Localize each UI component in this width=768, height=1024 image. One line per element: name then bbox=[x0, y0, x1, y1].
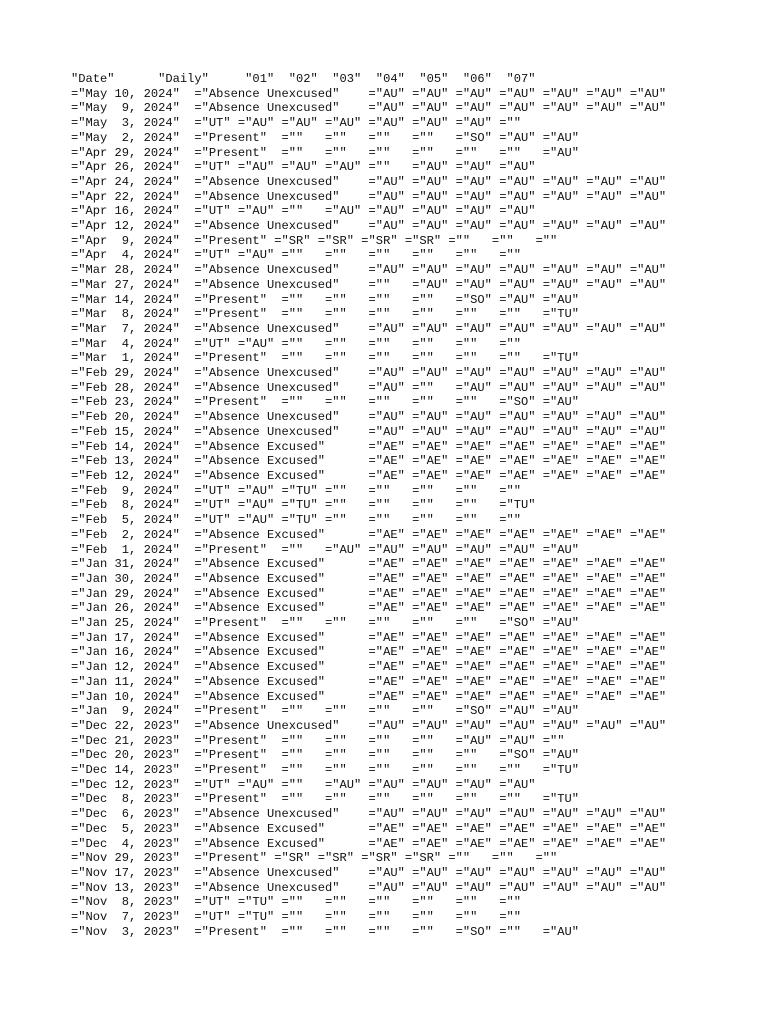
record-row: ="Feb 23, 2024" ="Present" ="" ="" ="" ="" ="" ="SO" ="AU" bbox=[71, 395, 580, 410]
record-row: ="Nov 8, 2023" ="UT" ="TU" ="" ="" ="" ="" ="" ="" bbox=[71, 895, 521, 910]
record-row: ="Mar 7, 2024" ="Absence Unexcused" ="AU" ="AU" ="AU" ="AU" ="AU" ="AU" ="AU" bbox=[71, 321, 667, 336]
record-row: ="Mar 14, 2024" ="Present" ="" ="" ="" ="" ="SO" ="AU" ="AU" bbox=[71, 292, 580, 307]
record-row: ="May 9, 2024" ="Absence Unexcused" ="AU" ="AU" ="AU" ="AU" ="AU" ="AU" ="AU" bbox=[71, 101, 667, 116]
record-row: ="Apr 12, 2024" ="Absence Unexcused" ="AU" ="AU" ="AU" ="AU" ="AU" ="AU" ="AU" bbox=[71, 219, 667, 234]
record-row: ="Dec 14, 2023" ="Present" ="" ="" ="" ="" ="" ="" ="TU" bbox=[71, 763, 580, 778]
record-row: ="Nov 3, 2023" ="Present" ="" ="" ="" ="" ="SO" ="" ="AU" bbox=[71, 924, 580, 939]
record-row: ="Jan 30, 2024" ="Absence Excused" ="AE" ="AE" ="AE" ="AE" ="AE" ="AE" ="AE" bbox=[71, 571, 667, 586]
record-row: ="Mar 28, 2024" ="Absence Unexcused" ="AU" ="AU" ="AU" ="AU" ="AU" ="AU" ="AU" bbox=[71, 263, 667, 278]
record-row: ="Dec 4, 2023" ="Absence Excused" ="AE" ="AE" ="AE" ="AE" ="AE" ="AE" ="AE" bbox=[71, 836, 667, 851]
record-row: ="Dec 21, 2023" ="Present" ="" ="" ="" ="" ="AU" ="AU" ="" bbox=[71, 733, 565, 748]
record-row: ="Dec 22, 2023" ="Absence Unexcused" ="AU" ="AU" ="AU" ="AU" ="AU" ="AU" ="AU" bbox=[71, 718, 667, 733]
header-row: "Date" "Daily" "01" "02" "03" "04" "05" "06" "07" bbox=[71, 72, 536, 86]
record-row: ="Feb 8, 2024" ="UT" ="AU" ="TU" ="" ="" ="" ="" ="TU" bbox=[71, 498, 536, 513]
record-row: ="Feb 14, 2024" ="Absence Excused" ="AE" ="AE" ="AE" ="AE" ="AE" ="AE" ="AE" bbox=[71, 439, 667, 454]
record-row: ="Feb 15, 2024" ="Absence Unexcused" ="AU" ="AU" ="AU" ="AU" ="AU" ="AU" ="AU" bbox=[71, 424, 667, 439]
record-row: ="Feb 13, 2024" ="Absence Excused" ="AE" ="AE" ="AE" ="AE" ="AE" ="AE" ="AE" bbox=[71, 454, 667, 469]
record-row: ="Feb 12, 2024" ="Absence Excused" ="AE" ="AE" ="AE" ="AE" ="AE" ="AE" ="AE" bbox=[71, 468, 667, 483]
record-row: ="Jan 25, 2024" ="Present" ="" ="" ="" ="" ="" ="SO" ="AU" bbox=[71, 616, 580, 631]
record-row: ="Dec 20, 2023" ="Present" ="" ="" ="" ="" ="" ="SO" ="AU" bbox=[71, 748, 580, 763]
record-row: ="Jan 10, 2024" ="Absence Excused" ="AE" ="AE" ="AE" ="AE" ="AE" ="AE" ="AE" bbox=[71, 689, 667, 704]
record-row: ="Dec 12, 2023" ="UT" ="AU" ="" ="AU" ="AU" ="AU" ="AU" ="AU" bbox=[71, 777, 536, 792]
record-row: ="Apr 29, 2024" ="Present" ="" ="" ="" ="" ="" ="" ="AU" bbox=[71, 145, 580, 160]
record-row: ="Apr 16, 2024" ="UT" ="AU" ="" ="AU" ="AU" ="AU" ="AU" ="AU" bbox=[71, 204, 536, 219]
record-row: ="Feb 5, 2024" ="UT" ="AU" ="TU" ="" ="" ="" ="" ="" bbox=[71, 513, 521, 528]
record-row: ="Jan 12, 2024" ="Absence Excused" ="AE" ="AE" ="AE" ="AE" ="AE" ="AE" ="AE" bbox=[71, 660, 667, 675]
record-row: ="Feb 29, 2024" ="Absence Unexcused" ="AU" ="AU" ="AU" ="AU" ="AU" ="AU" ="AU" bbox=[71, 366, 667, 381]
record-row: ="Mar 1, 2024" ="Present" ="" ="" ="" ="" ="" ="" ="TU" bbox=[71, 351, 580, 366]
record-row: ="Dec 6, 2023" ="Absence Unexcused" ="AU" ="AU" ="AU" ="AU" ="AU" ="AU" ="AU" bbox=[71, 807, 667, 822]
record-row: ="May 10, 2024" ="Absence Unexcused" ="AU" ="AU" ="AU" ="AU" ="AU" ="AU" ="AU" bbox=[71, 86, 667, 101]
record-row: ="Mar 8, 2024" ="Present" ="" ="" ="" ="" ="" ="" ="TU" bbox=[71, 307, 580, 322]
record-row: ="Nov 29, 2023" ="Present" ="SR" ="SR" ="SR" ="SR" ="" ="" ="" bbox=[71, 851, 558, 866]
record-row: ="Apr 9, 2024" ="Present" ="SR" ="SR" ="SR" ="SR" ="" ="" ="" bbox=[71, 233, 558, 248]
record-row: ="Jan 26, 2024" ="Absence Excused" ="AE" ="AE" ="AE" ="AE" ="AE" ="AE" ="AE" bbox=[71, 601, 667, 616]
record-row: ="Jan 31, 2024" ="Absence Excused" ="AE" ="AE" ="AE" ="AE" ="AE" ="AE" ="AE" bbox=[71, 557, 667, 572]
record-row: ="Mar 27, 2024" ="Absence Unexcused" ="" ="AU" ="AU" ="AU" ="AU" ="AU" ="AU" bbox=[71, 277, 667, 292]
record-row: ="Jan 9, 2024" ="Present" ="" ="" ="" ="" ="SO" ="AU" ="AU" bbox=[71, 704, 580, 719]
attendance-export-text bbox=[71, 72, 711, 939]
record-row: ="Nov 7, 2023" ="UT" ="TU" ="" ="" ="" ="" ="" ="" bbox=[71, 910, 521, 925]
record-row: ="Feb 9, 2024" ="UT" ="AU" ="TU" ="" ="" ="" ="" ="" bbox=[71, 483, 521, 498]
record-row: ="Jan 11, 2024" ="Absence Excused" ="AE" ="AE" ="AE" ="AE" ="AE" ="AE" ="AE" bbox=[71, 674, 667, 689]
record-row: ="Feb 28, 2024" ="Absence Unexcused" ="AU" ="" ="AU" ="AU" ="AU" ="AU" ="AU" bbox=[71, 380, 667, 395]
attendance-records bbox=[71, 72, 711, 939]
record-row: ="Nov 17, 2023" ="Absence Unexcused" ="AU" ="AU" ="AU" ="AU" ="AU" ="AU" ="AU" bbox=[71, 865, 667, 880]
record-row: ="Apr 4, 2024" ="UT" ="AU" ="" ="" ="" ="" ="" ="" bbox=[71, 248, 521, 263]
record-row: ="Mar 4, 2024" ="UT" ="AU" ="" ="" ="" ="" ="" ="" bbox=[71, 336, 521, 351]
record-row: ="Feb 2, 2024" ="Absence Excused" ="AE" ="AE" ="AE" ="AE" ="AE" ="AE" ="AE" bbox=[71, 527, 667, 542]
record-row: ="Jan 17, 2024" ="Absence Excused" ="AE" ="AE" ="AE" ="AE" ="AE" ="AE" ="AE" bbox=[71, 630, 667, 645]
record-row: ="May 3, 2024" ="UT" ="AU" ="AU" ="AU" ="AU" ="AU" ="AU" ="" bbox=[71, 116, 521, 131]
record-row: ="Feb 1, 2024" ="Present" ="" ="AU" ="AU" ="AU" ="AU" ="AU" ="AU" bbox=[71, 542, 580, 557]
record-row: ="Dec 8, 2023" ="Present" ="" ="" ="" ="" ="" ="" ="TU" bbox=[71, 792, 580, 807]
record-row: ="Jan 29, 2024" ="Absence Excused" ="AE" ="AE" ="AE" ="AE" ="AE" ="AE" ="AE" bbox=[71, 586, 667, 601]
record-row: ="Jan 16, 2024" ="Absence Excused" ="AE" ="AE" ="AE" ="AE" ="AE" ="AE" ="AE" bbox=[71, 645, 667, 660]
record-row: ="May 2, 2024" ="Present" ="" ="" ="" ="" ="SO" ="AU" ="AU" bbox=[71, 130, 580, 145]
record-row: ="Apr 22, 2024" ="Absence Unexcused" ="AU" ="AU" ="AU" ="AU" ="AU" ="AU" ="AU" bbox=[71, 189, 667, 204]
record-row: ="Dec 5, 2023" ="Absence Excused" ="AE" ="AE" ="AE" ="AE" ="AE" ="AE" ="AE" bbox=[71, 821, 667, 836]
record-row: ="Nov 13, 2023" ="Absence Unexcused" ="AU" ="AU" ="AU" ="AU" ="AU" ="AU" ="AU" bbox=[71, 880, 667, 895]
record-row: ="Apr 24, 2024" ="Absence Unexcused" ="AU" ="AU" ="AU" ="AU" ="AU" ="AU" ="AU" bbox=[71, 174, 667, 189]
record-row: ="Apr 26, 2024" ="UT" ="AU" ="AU" ="AU" ="" ="AU" ="AU" ="AU" bbox=[71, 160, 536, 175]
record-row: ="Feb 20, 2024" ="Absence Unexcused" ="AU" ="AU" ="AU" ="AU" ="AU" ="AU" ="AU" bbox=[71, 410, 667, 425]
